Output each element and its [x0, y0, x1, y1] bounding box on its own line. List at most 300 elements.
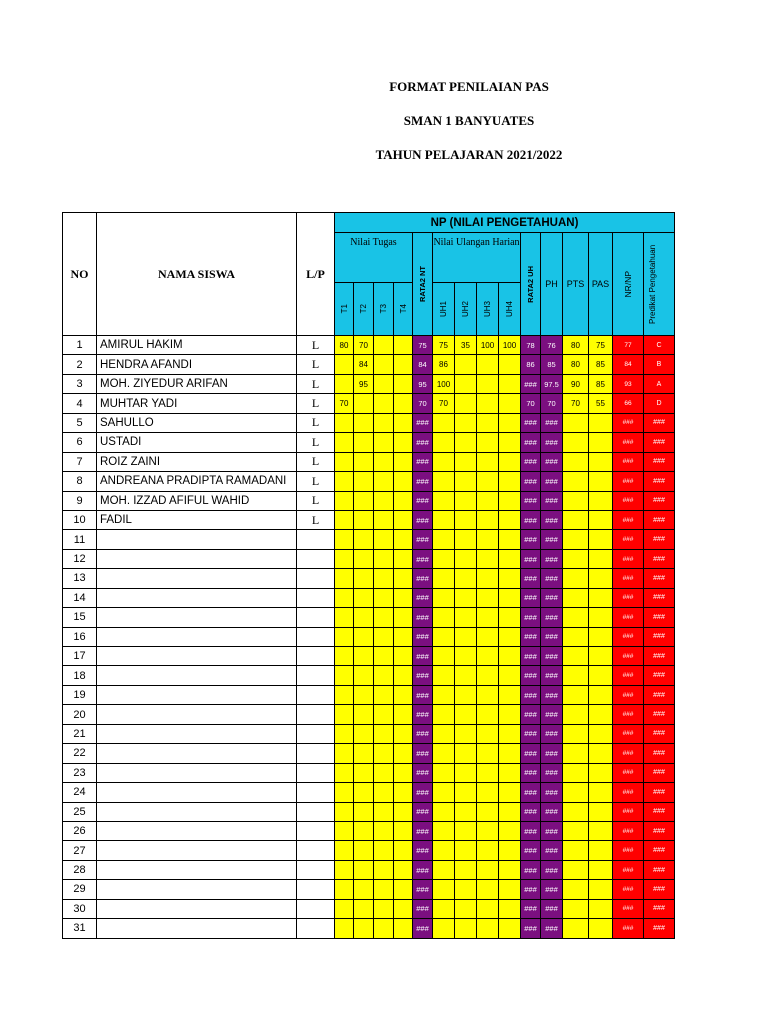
- cell-t4: [394, 433, 413, 452]
- cell-t4: [394, 802, 413, 821]
- cell-uh3: [477, 530, 499, 549]
- table-row: [63, 783, 675, 802]
- cell-t2: [354, 413, 374, 432]
- cell-uh3: [477, 588, 499, 607]
- cell-t4: [394, 374, 413, 393]
- cell-t4: [394, 860, 413, 879]
- cell-uh2: [455, 472, 477, 491]
- cell-ph: ###: [541, 860, 563, 879]
- cell-t3: [374, 491, 394, 510]
- cell-nama: [97, 647, 297, 666]
- cell-pas: [589, 627, 613, 646]
- cell-no: 27: [63, 841, 97, 860]
- cell-t4: [394, 899, 413, 918]
- cell-uh2: 35: [455, 336, 477, 355]
- cell-uh1: [433, 413, 455, 432]
- cell-lp: [297, 783, 335, 802]
- cell-pas: [589, 588, 613, 607]
- cell-rata2-nt: ###: [413, 666, 433, 685]
- cell-t2: [354, 705, 374, 724]
- cell-rata2-nt: ###: [413, 899, 433, 918]
- cell-rata2-uh: ###: [521, 763, 541, 782]
- cell-lp: L: [297, 336, 335, 355]
- cell-t3: [374, 919, 394, 938]
- cell-predikat: ###: [644, 724, 675, 743]
- cell-t2: [354, 763, 374, 782]
- cell-t3: [374, 374, 394, 393]
- cell-no: 7: [63, 452, 97, 471]
- cell-ph: ###: [541, 705, 563, 724]
- cell-lp: [297, 899, 335, 918]
- cell-rata2-nt: ###: [413, 802, 433, 821]
- header-nama-siswa: NAMA SISWA: [97, 213, 297, 336]
- cell-t3: [374, 394, 394, 413]
- cell-pts: [563, 666, 589, 685]
- cell-ph: ###: [541, 919, 563, 938]
- header-t3: T3: [374, 283, 394, 336]
- cell-nr-np: ###: [613, 744, 644, 763]
- cell-rata2-nt: ###: [413, 821, 433, 840]
- cell-ph: ###: [541, 413, 563, 432]
- cell-t1: [335, 744, 354, 763]
- cell-t4: [394, 685, 413, 704]
- table-row: [63, 374, 675, 393]
- cell-rata2-nt: ###: [413, 413, 433, 432]
- cell-pas: 55: [589, 394, 613, 413]
- table-row: [63, 705, 675, 724]
- cell-ph: ###: [541, 588, 563, 607]
- cell-t1: [335, 783, 354, 802]
- cell-predikat: ###: [644, 569, 675, 588]
- cell-uh1: [433, 880, 455, 899]
- cell-t2: [354, 491, 374, 510]
- cell-uh4: [499, 510, 521, 529]
- cell-t2: [354, 841, 374, 860]
- cell-t3: [374, 336, 394, 355]
- cell-uh3: [477, 860, 499, 879]
- cell-no: 14: [63, 588, 97, 607]
- cell-t2: 84: [354, 355, 374, 374]
- cell-ph: ###: [541, 530, 563, 549]
- header-np: NP (NILAI PENGETAHUAN): [335, 213, 675, 233]
- cell-ph: ###: [541, 433, 563, 452]
- cell-lp: [297, 530, 335, 549]
- cell-t1: [335, 685, 354, 704]
- cell-lp: [297, 919, 335, 938]
- cell-uh4: [499, 860, 521, 879]
- cell-t2: [354, 880, 374, 899]
- cell-nr-np: ###: [613, 802, 644, 821]
- cell-t1: [335, 491, 354, 510]
- cell-t2: [354, 530, 374, 549]
- cell-pas: 85: [589, 374, 613, 393]
- table-row: [63, 860, 675, 879]
- title-format: FORMAT PENILAIAN PAS: [389, 79, 549, 94]
- cell-uh1: 70: [433, 394, 455, 413]
- cell-rata2-uh: 78: [521, 336, 541, 355]
- cell-rata2-uh: 86: [521, 355, 541, 374]
- cell-predikat: ###: [644, 666, 675, 685]
- cell-pts: [563, 919, 589, 938]
- cell-no: 18: [63, 666, 97, 685]
- table-row: [63, 491, 675, 510]
- cell-lp: [297, 821, 335, 840]
- cell-pas: [589, 647, 613, 666]
- table-row: [63, 821, 675, 840]
- cell-rata2-nt: ###: [413, 647, 433, 666]
- cell-predikat: C: [644, 336, 675, 355]
- cell-nama: ROIZ ZAINI: [97, 452, 297, 471]
- table-row: [63, 433, 675, 452]
- cell-uh4: [499, 744, 521, 763]
- cell-t4: [394, 783, 413, 802]
- header-pas: PAS: [589, 233, 613, 336]
- cell-t4: [394, 647, 413, 666]
- cell-pas: [589, 802, 613, 821]
- student-rows: [63, 336, 675, 939]
- cell-pts: [563, 588, 589, 607]
- cell-rata2-nt: ###: [413, 724, 433, 743]
- cell-predikat: ###: [644, 549, 675, 568]
- cell-t4: [394, 588, 413, 607]
- cell-no: 6: [63, 433, 97, 452]
- cell-t1: [335, 860, 354, 879]
- cell-nr-np: ###: [613, 452, 644, 471]
- header-t2: T2: [354, 283, 374, 336]
- table-row: [63, 549, 675, 568]
- table-row: [63, 608, 675, 627]
- cell-uh4: [499, 821, 521, 840]
- cell-t1: [335, 588, 354, 607]
- cell-uh4: [499, 880, 521, 899]
- cell-uh1: [433, 452, 455, 471]
- cell-rata2-uh: ###: [521, 685, 541, 704]
- cell-nr-np: ###: [613, 510, 644, 529]
- cell-uh4: [499, 433, 521, 452]
- cell-t3: [374, 413, 394, 432]
- cell-uh2: [455, 841, 477, 860]
- cell-t3: [374, 452, 394, 471]
- cell-pas: [589, 744, 613, 763]
- cell-t2: [354, 549, 374, 568]
- cell-uh3: [477, 666, 499, 685]
- cell-t3: [374, 724, 394, 743]
- header-no: NO: [63, 213, 97, 336]
- cell-no: 23: [63, 763, 97, 782]
- cell-pts: [563, 491, 589, 510]
- cell-t1: [335, 355, 354, 374]
- cell-lp: [297, 724, 335, 743]
- cell-ph: ###: [541, 724, 563, 743]
- cell-nr-np: ###: [613, 413, 644, 432]
- cell-uh2: [455, 627, 477, 646]
- header-lp: L/P: [297, 213, 335, 336]
- cell-lp: L: [297, 413, 335, 432]
- cell-pas: [589, 685, 613, 704]
- cell-nr-np: ###: [613, 705, 644, 724]
- cell-rata2-uh: ###: [521, 549, 541, 568]
- cell-uh3: [477, 491, 499, 510]
- cell-uh1: 86: [433, 355, 455, 374]
- title-school: SMAN 1 BANYUATES: [403, 113, 535, 128]
- header-nilai-tugas: Nilai Tugas: [335, 233, 413, 283]
- cell-lp: L: [297, 355, 335, 374]
- header-uh2: UH2: [455, 283, 477, 336]
- cell-uh4: [499, 549, 521, 568]
- table-row: [63, 394, 675, 413]
- cell-lp: [297, 627, 335, 646]
- cell-ph: ###: [541, 821, 563, 840]
- cell-lp: L: [297, 472, 335, 491]
- cell-t2: [354, 685, 374, 704]
- cell-uh3: [477, 433, 499, 452]
- cell-uh3: [477, 569, 499, 588]
- cell-uh2: [455, 530, 477, 549]
- cell-predikat: ###: [644, 744, 675, 763]
- cell-uh2: [455, 666, 477, 685]
- cell-t2: [354, 433, 374, 452]
- cell-nr-np: ###: [613, 841, 644, 860]
- table-row: [63, 569, 675, 588]
- cell-t4: [394, 880, 413, 899]
- cell-rata2-uh: ###: [521, 841, 541, 860]
- cell-uh4: [499, 841, 521, 860]
- cell-t4: [394, 666, 413, 685]
- cell-rata2-uh: ###: [521, 919, 541, 938]
- cell-rata2-nt: ###: [413, 627, 433, 646]
- cell-uh1: [433, 647, 455, 666]
- cell-uh4: [499, 530, 521, 549]
- cell-t2: [354, 647, 374, 666]
- cell-uh1: [433, 841, 455, 860]
- cell-t4: [394, 627, 413, 646]
- cell-uh4: [499, 491, 521, 510]
- cell-t3: [374, 899, 394, 918]
- cell-pas: [589, 724, 613, 743]
- cell-t2: [354, 860, 374, 879]
- cell-ph: ###: [541, 647, 563, 666]
- table-row: [63, 880, 675, 899]
- cell-t4: [394, 413, 413, 432]
- cell-ph: 76: [541, 336, 563, 355]
- cell-uh1: [433, 899, 455, 918]
- cell-rata2-nt: ###: [413, 608, 433, 627]
- table-row: [63, 588, 675, 607]
- cell-ph: ###: [541, 569, 563, 588]
- cell-nama: [97, 724, 297, 743]
- header-t4: T4: [394, 283, 413, 336]
- cell-nama: [97, 744, 297, 763]
- cell-no: 8: [63, 472, 97, 491]
- cell-uh4: [499, 724, 521, 743]
- cell-pas: 75: [589, 336, 613, 355]
- cell-predikat: ###: [644, 705, 675, 724]
- cell-t1: [335, 472, 354, 491]
- cell-rata2-nt: ###: [413, 919, 433, 938]
- cell-rata2-nt: ###: [413, 569, 433, 588]
- cell-t2: [354, 608, 374, 627]
- cell-rata2-uh: ###: [521, 880, 541, 899]
- cell-uh4: [499, 394, 521, 413]
- cell-predikat: ###: [644, 647, 675, 666]
- cell-uh3: [477, 452, 499, 471]
- cell-rata2-uh: ###: [521, 374, 541, 393]
- cell-lp: [297, 549, 335, 568]
- cell-uh2: [455, 802, 477, 821]
- cell-nr-np: ###: [613, 647, 644, 666]
- cell-ph: ###: [541, 880, 563, 899]
- cell-nama: [97, 821, 297, 840]
- cell-rata2-uh: ###: [521, 491, 541, 510]
- cell-pts: [563, 569, 589, 588]
- cell-lp: [297, 880, 335, 899]
- cell-pts: [563, 783, 589, 802]
- cell-rata2-nt: 75: [413, 336, 433, 355]
- cell-uh3: [477, 880, 499, 899]
- cell-pts: 90: [563, 374, 589, 393]
- cell-no: 19: [63, 685, 97, 704]
- cell-uh2: [455, 821, 477, 840]
- cell-lp: [297, 705, 335, 724]
- cell-uh2: [455, 569, 477, 588]
- cell-pts: [563, 860, 589, 879]
- table-row: [63, 510, 675, 529]
- cell-uh3: [477, 627, 499, 646]
- cell-pts: 80: [563, 355, 589, 374]
- cell-ph: ###: [541, 783, 563, 802]
- header-pts: PTS: [563, 233, 589, 336]
- table-row: [63, 472, 675, 491]
- cell-uh4: [499, 569, 521, 588]
- cell-t3: [374, 821, 394, 840]
- cell-rata2-nt: ###: [413, 491, 433, 510]
- cell-t4: [394, 491, 413, 510]
- cell-t4: [394, 919, 413, 938]
- cell-t3: [374, 588, 394, 607]
- cell-rata2-nt: ###: [413, 744, 433, 763]
- cell-nama: [97, 880, 297, 899]
- cell-pas: [589, 899, 613, 918]
- cell-pts: [563, 802, 589, 821]
- cell-t2: [354, 472, 374, 491]
- cell-uh1: [433, 588, 455, 607]
- cell-pas: [589, 433, 613, 452]
- cell-pts: [563, 899, 589, 918]
- cell-pas: 85: [589, 355, 613, 374]
- cell-nama: [97, 530, 297, 549]
- cell-nr-np: 77: [613, 336, 644, 355]
- cell-uh4: [499, 802, 521, 821]
- cell-nr-np: 84: [613, 355, 644, 374]
- cell-no: 2: [63, 355, 97, 374]
- cell-uh4: 100: [499, 336, 521, 355]
- cell-nama: [97, 783, 297, 802]
- cell-uh1: [433, 763, 455, 782]
- header-predikat: Predikat Pengetahuan: [644, 233, 675, 336]
- header-nr-np: NR/NP: [613, 233, 644, 336]
- cell-t2: [354, 744, 374, 763]
- header-nilai-ulangan: Nilai Ulangan Harian: [433, 233, 521, 283]
- cell-t1: [335, 821, 354, 840]
- cell-no: 29: [63, 880, 97, 899]
- cell-nr-np: ###: [613, 666, 644, 685]
- header-rata2-nt: RATA2 NT: [413, 233, 433, 336]
- cell-uh2: [455, 588, 477, 607]
- cell-uh1: [433, 569, 455, 588]
- cell-t3: [374, 880, 394, 899]
- cell-pas: [589, 452, 613, 471]
- cell-uh2: [455, 355, 477, 374]
- cell-nama: [97, 685, 297, 704]
- header-uh3: UH3: [477, 283, 499, 336]
- cell-nr-np: ###: [613, 724, 644, 743]
- table-row: [63, 724, 675, 743]
- cell-pts: [563, 724, 589, 743]
- cell-nama: SAHULLO: [97, 413, 297, 432]
- cell-pts: [563, 647, 589, 666]
- cell-ph: ###: [541, 685, 563, 704]
- cell-predikat: A: [644, 374, 675, 393]
- cell-t4: [394, 569, 413, 588]
- cell-predikat: B: [644, 355, 675, 374]
- cell-pas: [589, 491, 613, 510]
- cell-no: 11: [63, 530, 97, 549]
- cell-nama: AMIRUL HAKIM: [97, 336, 297, 355]
- cell-rata2-nt: ###: [413, 549, 433, 568]
- cell-uh3: [477, 472, 499, 491]
- cell-predikat: ###: [644, 880, 675, 899]
- cell-ph: 70: [541, 394, 563, 413]
- cell-pts: [563, 549, 589, 568]
- cell-uh3: [477, 841, 499, 860]
- cell-uh2: [455, 491, 477, 510]
- cell-t1: [335, 433, 354, 452]
- cell-uh3: [477, 802, 499, 821]
- cell-rata2-uh: ###: [521, 666, 541, 685]
- cell-nr-np: ###: [613, 860, 644, 879]
- cell-predikat: ###: [644, 919, 675, 938]
- cell-rata2-uh: ###: [521, 705, 541, 724]
- cell-rata2-uh: ###: [521, 860, 541, 879]
- cell-t1: [335, 374, 354, 393]
- cell-no: 30: [63, 899, 97, 918]
- cell-uh2: [455, 705, 477, 724]
- cell-uh4: [499, 899, 521, 918]
- cell-nr-np: ###: [613, 627, 644, 646]
- cell-predikat: ###: [644, 510, 675, 529]
- cell-t4: [394, 821, 413, 840]
- cell-rata2-uh: ###: [521, 627, 541, 646]
- cell-t3: [374, 783, 394, 802]
- table-row: [63, 919, 675, 938]
- cell-uh4: [499, 374, 521, 393]
- cell-uh4: [499, 705, 521, 724]
- cell-rata2-uh: ###: [521, 647, 541, 666]
- cell-rata2-uh: ###: [521, 588, 541, 607]
- cell-pas: [589, 510, 613, 529]
- cell-nama: FADIL: [97, 510, 297, 529]
- cell-uh2: [455, 452, 477, 471]
- cell-uh3: [477, 510, 499, 529]
- cell-t1: [335, 647, 354, 666]
- cell-nama: [97, 705, 297, 724]
- cell-t3: [374, 841, 394, 860]
- cell-nr-np: ###: [613, 821, 644, 840]
- cell-rata2-uh: ###: [521, 569, 541, 588]
- header-t1: T1: [335, 283, 354, 336]
- cell-rata2-nt: 70: [413, 394, 433, 413]
- cell-ph: ###: [541, 491, 563, 510]
